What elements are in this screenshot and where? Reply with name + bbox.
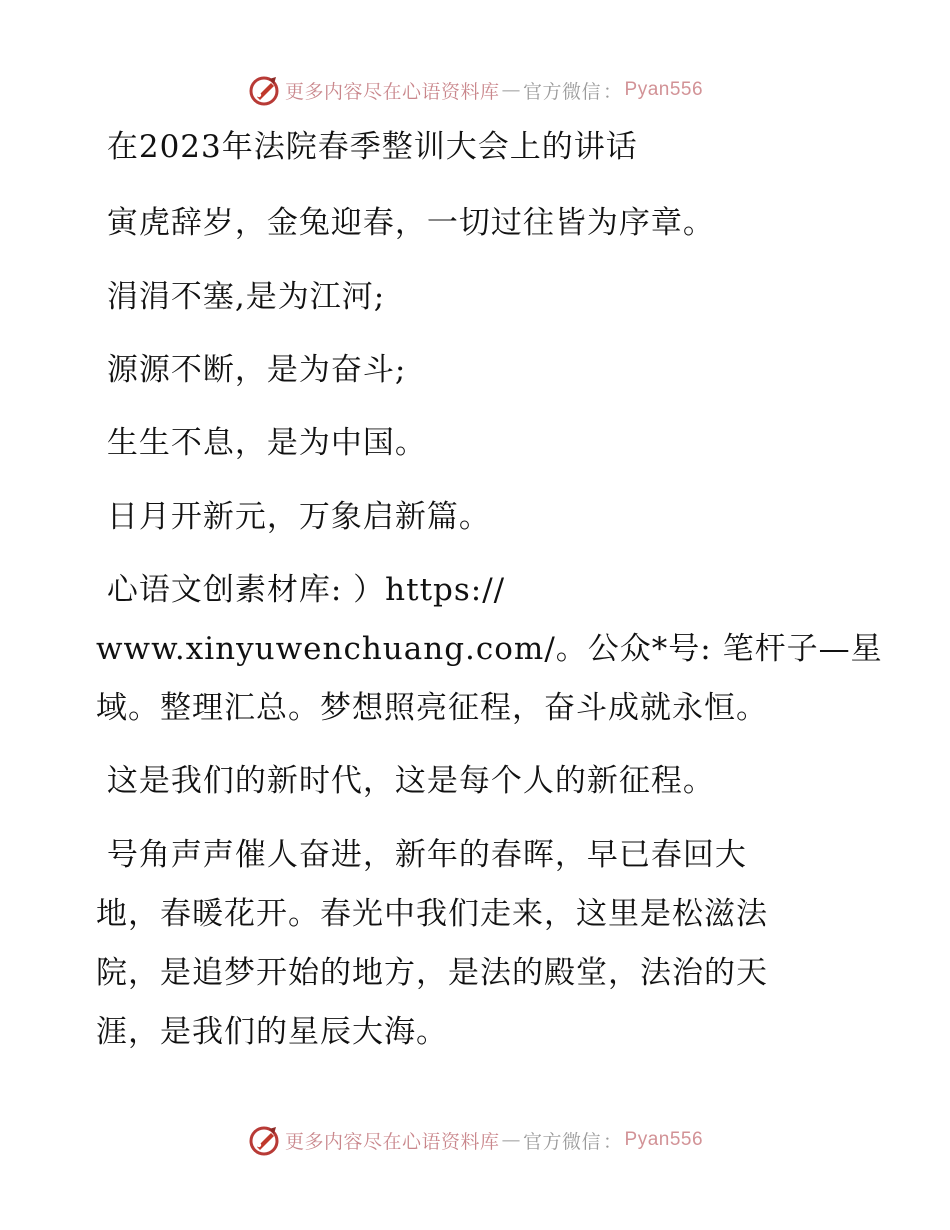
document-line: www.xinyuwenchuang.com/。公众*号: 笔杆子—星	[96, 631, 883, 667]
promo-text: 更多内容尽在心语资料库	[284, 80, 500, 103]
header-banner	[0, 70, 950, 110]
banner-separator: —	[501, 79, 521, 101]
document-line: 域。整理汇总。梦想照亮征程，奋斗成就永恒。	[96, 690, 768, 726]
wechat-id: Pyan556	[624, 1129, 704, 1150]
footer-banner	[0, 1120, 950, 1160]
promo-text: 更多内容尽在心语资料库	[284, 1130, 500, 1153]
document-line: 涯，是我们的星辰大海。	[96, 1014, 448, 1050]
wechat-id: Pyan556	[624, 79, 704, 100]
document-line: 号角声声催人奋进，新年的春晖，早已春回大	[96, 837, 747, 873]
wechat-colon: ：	[603, 1130, 623, 1153]
document-line: 生生不息，是为中国。	[96, 425, 427, 461]
document-line: 这是我们的新时代，这是每个人的新征程。	[96, 763, 715, 799]
brand-logo-icon	[247, 73, 281, 107]
wechat-label: 官方微信	[522, 1130, 601, 1153]
document-line: 心语文创素材库: ）https://	[96, 572, 506, 608]
banner-separator: —	[501, 1129, 521, 1151]
document-line: 源源不断，是为奋斗;	[96, 352, 407, 388]
wechat-colon: ：	[603, 80, 623, 103]
brand-logo-icon	[247, 1123, 281, 1157]
document-line: 地，春暖花开。春光中我们走来，这里是松滋法	[96, 896, 768, 932]
document-title: 在2023年法院春季整训大会上的讲话	[96, 129, 638, 165]
document-line: 寅虎辞岁，金兔迎春，一切过往皆为序章。	[96, 205, 715, 241]
wechat-label: 官方微信	[522, 80, 601, 103]
document-line: 院，是追梦开始的地方，是法的殿堂，法治的天	[96, 955, 768, 991]
document-line: 日月开新元，万象启新篇。	[96, 499, 491, 535]
document-line: 涓涓不塞,是为江河;	[96, 279, 386, 315]
